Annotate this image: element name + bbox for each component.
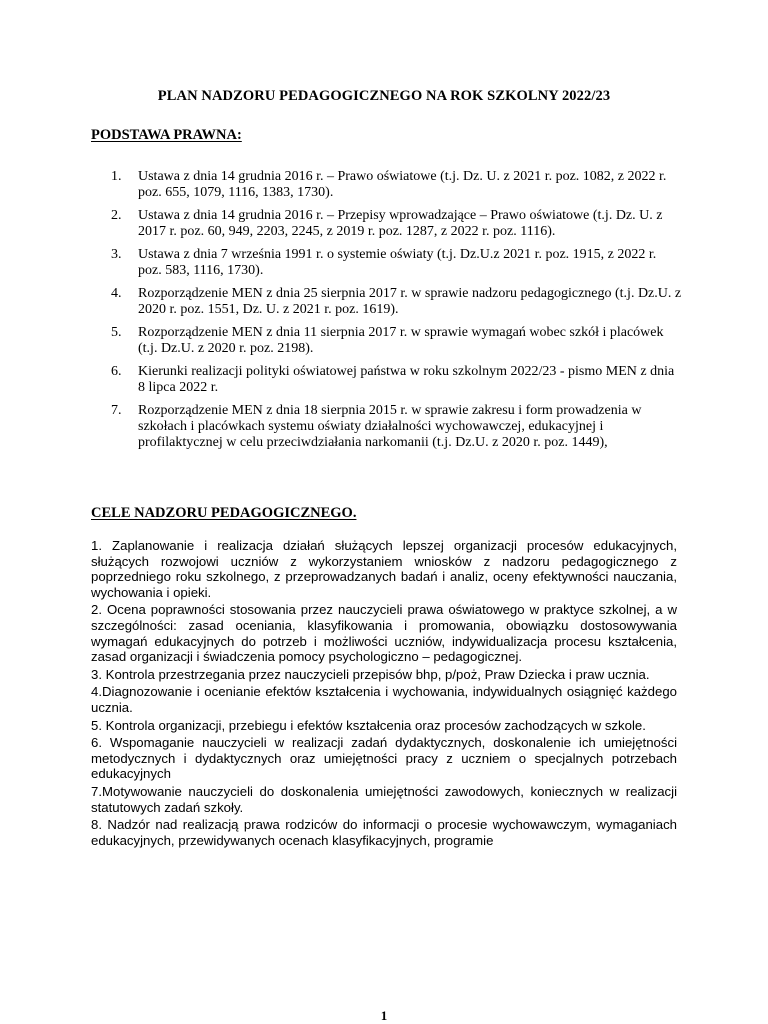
legal-basis-item: 6. Kierunki realizacji polityki oświatowej państwa w roku szkolnym 2022/23 - pismo MEN z dnia 8 lipca 2022 r. xyxy=(111,364,675,395)
legal-basis-item: 7. Rozporządzenie MEN z dnia 18 sierpnia 2015 r. w sprawie zakresu i form prowadzenia w szkołach i placówkach systemu oświaty działalności wychowawczej, edukacyjnej i profilaktycznej w celu przeciwdziałania narkomanii (t.j. Dz.U. z 2020 r. poz. 1449), xyxy=(111,403,642,450)
goal-item: 6. Wspomaganie nauczycieli w realizacji zadań dydaktycznych, doskonalenie ich umiejętności metodycznych i dydaktycznych oraz umiejętności pracy z uczniem o specjalnych potrzebach edukacyjnych xyxy=(91,735,677,782)
legal-basis-item: 2. Ustawa z dnia 14 grudnia 2016 r. – Przepisy wprowadzające – Prawo oświatowe (t.j. Dz. U. z 2017 r. poz. 60, 949, 2203, 2245, z 2019 r. poz. 1287, z 2022 r. poz. 1116). xyxy=(111,208,663,239)
legal-basis-item: 5. Rozporządzenie MEN z dnia 11 sierpnia 2017 r. w sprawie wymagań wobec szkół i placówek (t.j. Dz.U. z 2020 r. poz. 2198). xyxy=(111,325,664,356)
document-title: PLAN NADZORU PEDAGOGICZNEGO NA ROK SZKOLNY 2022/23 xyxy=(157,88,611,104)
goal-item: 2. Ocena poprawności stosowania przez nauczycieli prawa oświatowego w praktyce szkolnej, a w szczególności: zasad oceniania, klasyfikowania i promowania, obowiązku dostosowywania wymagań edukacyjnych do potrzeb i możliwości uczniów, indywidualizacja procesu kształcenia, zasad organizacji i świadczenia pomocy psychologiczno – pedagogicznej. xyxy=(91,602,677,665)
legal-basis-item: 1. Ustawa z dnia 14 grudnia 2016 r. – Prawo oświatowe (t.j. Dz. U. z 2021 r. poz. 1082, z 2022 r. poz. 655, 1079, 1116, 1383, 1730). xyxy=(111,169,667,200)
legal-basis-item: 3. Ustawa z dnia 7 września 1991 r. o systemie oświaty (t.j. Dz.U.z 2021 r. poz. 1915, z 2022 r. poz. 583, 1116, 1730). xyxy=(111,247,657,278)
goal-item: 4.Diagnozowanie i ocenianie efektów kształcenia i wychowania, indywidualnych osiągnięć każdego ucznia. xyxy=(91,684,677,715)
goals-list xyxy=(91,538,677,850)
goal-item: 1. Zaplanowanie i realizacja działań służących lepszej organizacji procesów edukacyjnych, służących rozwojowi uczniów z wykorzystaniem wniosków z nadzoru pedagogicznego z poprzedniego roku szkolnego, z przeprowadzanych badań i analiz, oceny efektywności nauczania, wychowania i opieki. xyxy=(91,538,677,600)
legal-basis-item: 4. Rozporządzenie MEN z dnia 25 sierpnia 2017 r. w sprawie nadzoru pedagogicznego (t.j. Dz.U. z 2020 r. poz. 1551, Dz. U. z 2021 r. poz. 1619). xyxy=(111,286,682,317)
page-number: 1 xyxy=(380,1008,388,1023)
heading-legal-basis: PODSTAWA PRAWNA: xyxy=(91,127,242,143)
legal-basis-list xyxy=(91,169,683,458)
goal-item: 3. Kontrola przestrzegania przez nauczycieli przepisów bhp, p/poż, Praw Dziecka i praw ucznia. xyxy=(91,666,650,682)
heading-goals: CELE NADZORU PEDAGOGICZNEGO. xyxy=(91,505,357,521)
goal-item: 7.Motywowanie nauczycieli do doskonalenia umiejętności zawodowych, koniecznych w realizacji statutowych zadań szkoły. xyxy=(91,783,677,815)
goal-item: 8. Nadzór nad realizacją prawa rodziców do informacji o procesie wychowawczym, wymaganiach edukacyjnych, przewidywanych ocenach klasyfikacyjnych, programie xyxy=(91,817,677,848)
goal-item: 5. Kontrola organizacji, przebiegu i efektów kształcenia oraz procesów zachodzących w szkole. xyxy=(91,717,646,733)
